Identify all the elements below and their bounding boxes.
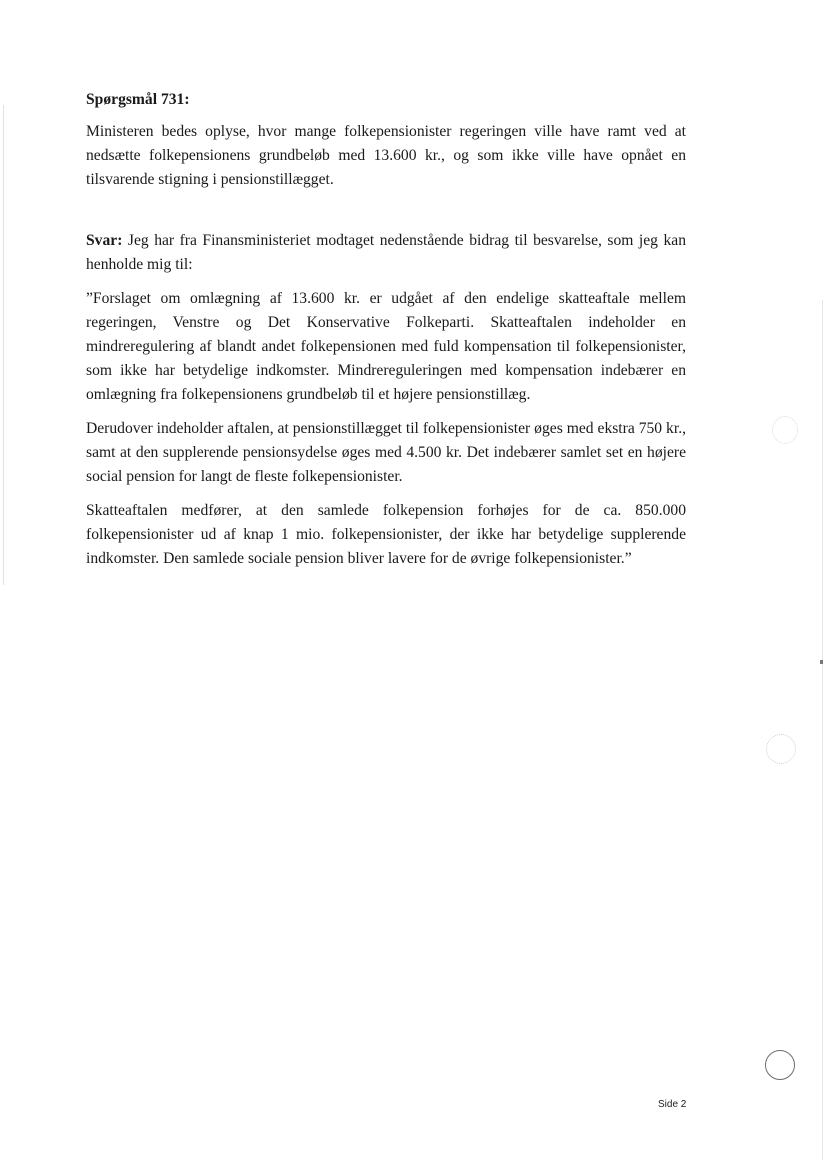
question-text: Ministeren bedes oplyse, hvor mange folkepensionister regeringen ville have ramt ved at nedsætte folkepensionens grundbeløb med 13.600 kr., og som ikke ville have opnået en tilsvarende stigning i pensionstillægget. [86,123,686,188]
document-body [86,88,686,571]
answer-paragraph: Skatteaftalen medfører, at den samlede folkepension forhøjes for de ca. 850.000 folkepensionister ud af knap 1 mio. folkepensionister, der ikke har betydelige supplerende indkomster. Den samlede sociale pension bliver lavere for de øvrige folkepensionister.” [86,502,686,567]
answer-section [86,229,686,571]
question-heading: Spørgsmål 731: [86,91,190,108]
answer-paragraph: ”Forslaget om omlægning af 13.600 kr. er udgået af den endelige skatteaftale mellem regeringen, Venstre og Det Konservative Folkeparti. Skatteaftalen indeholder en mindreregulering af blandt andet folkepensionen med fuld kompensation til folkepensionister, som ikke har betydelige indkomster. Mindrereguleringen med kompensation indebærer en omlægning fra folkepensionens grundbeløb til et højere pensionstillæg. [86,290,686,403]
scan-edge-mark [820,660,823,664]
answer-intro [86,229,686,277]
scan-edge-right [822,300,823,1160]
answer-paragraph: Derudover indeholder aftalen, at pensionstillægget til folkepensionister øges med ekstra 750 kr., samt at den supplerende pensionsydelse øges med 4.500 kr. Det indebærer samlet set en højere social pension for langt de fleste folkepensionister. [86,420,686,485]
answer-intro-text: Jeg har fra Finansministeriet modtaget nedenstående bidrag til besvarelse, som jeg kan henholde mig til: [86,232,686,273]
answer-label: Svar: [86,232,123,249]
scan-edge-left [3,105,4,585]
page-number: Side 2 [658,1099,687,1110]
punch-hole-mark [766,734,796,764]
punch-hole-mark [765,1050,795,1080]
punch-hole-mark [772,416,798,444]
